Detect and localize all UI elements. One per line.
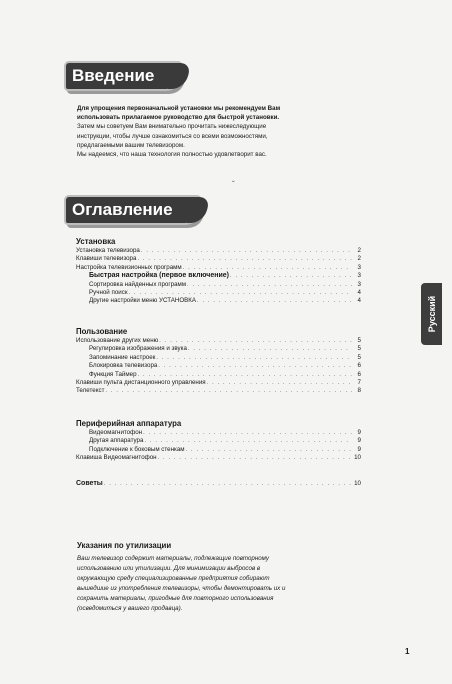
disposal-line: использованию или утилизации. Для минимизации выбросов в [77,565,261,572]
toc-entry-label: Ручной поиск [89,289,128,297]
toc-entry-label: Клавиши телевизора [76,255,137,263]
disposal-notice [77,541,357,614]
toc-entry-label: Установка телевизора [76,247,140,254]
toc-entry[interactable] [76,264,361,272]
toc-leader [197,297,352,305]
toc-entry-page: 4 [357,289,361,297]
intro-title: Введение [66,63,180,89]
toc-entry[interactable] [76,345,361,353]
toc-entry[interactable] [76,387,361,395]
toc-leader [186,446,352,454]
disposal-line: Ваш телевизор содержит материалы, подлежащие повторному [77,555,269,562]
toc-entry-page: 2 [357,255,361,263]
toc-entry-label: Использование других меню [76,337,159,344]
toc-entry-label: Быстрая настройка (первое включение) [89,272,229,280]
disposal-line: вышедшие из употребления телевизоры, чтобы демонтировать их и [77,585,286,592]
page-number: 1 [405,647,410,656]
toc-entry-label: Регулировка изображения и звука [89,345,187,353]
separator-mark: ˇ [232,180,235,189]
toc-leader [188,345,352,353]
toc-entry[interactable] [76,354,361,362]
toc-section-usage [76,326,361,396]
toc-leader [137,255,352,263]
toc-entry-label: Блокировка телевизора [89,362,158,370]
toc-entry-page: 5 [357,345,361,353]
toc-entry-label: Функция Таймер [89,370,137,378]
toc-entry[interactable] [76,255,361,263]
toc-entry-page: 6 [357,370,361,378]
toc-entry-label: Сортировка найденных программ [89,280,187,288]
toc-entry-page: 5 [357,337,361,344]
toc-entry-label: Другая аппаратура [89,437,144,445]
toc-entry-page: 10 [354,480,361,487]
toc-entry-label: Телетекст [76,387,105,395]
toc-entry[interactable] [76,337,361,345]
toc-entry[interactable] [76,454,361,462]
toc-leader [156,354,352,362]
toc-entry-label: Подключение к боковым стенкам [89,445,185,453]
toc-entry[interactable] [76,379,361,387]
toc-section-heading: Пользование [76,327,128,336]
toc-section-installation [76,236,361,306]
toc-tips [76,480,361,488]
toc-leader [183,264,352,272]
language-tab [421,283,442,345]
toc-entry[interactable] [76,429,361,437]
toc-title: Оглавление [66,197,199,223]
toc-leader [230,272,352,280]
toc-entry[interactable] [76,437,361,445]
toc-entry-page: 3 [357,263,361,271]
toc-entry-label: Советы [76,480,103,487]
toc-entry-page: 10 [354,454,361,462]
toc-entry-page: 6 [357,362,361,370]
toc-entry-label: Настройка телевизионных программ [76,263,182,271]
toc-leader [138,371,352,379]
toc-leader [129,289,352,297]
toc-entry-page: 9 [357,437,361,445]
toc-entry-page: 9 [357,429,361,436]
toc-entry[interactable] [76,446,361,454]
disposal-line: сохранить материалы, пригодные для повторного использования [77,595,274,602]
toc-entry-label: Другие настройки меню УСТАНОВКА [89,297,197,305]
toc-section-peripherals [76,418,361,463]
toc-entry-label: Клавиши пульта дистанционного управления [76,379,206,387]
disposal-heading: Указания по утилизации [77,541,172,550]
toc-leader [144,437,352,445]
toc-entry[interactable] [76,480,361,488]
toc-entry[interactable] [76,371,361,379]
toc-entry[interactable] [76,297,361,305]
intro-line: Затем мы советуем Вам внимательно прочитать нижеследующие [77,123,267,131]
intro-line: Для упрощения первоначальной установки мы рекомендуем Вам [77,105,281,112]
intro-line: инструкции, чтобы лучше ознакомиться со всеми возможностями, [77,132,268,140]
toc-leader [141,247,352,255]
toc-entry-label: Клавиша Видеомагнитофон [76,454,157,462]
toc-leader [207,379,352,387]
toc-entry[interactable] [76,247,361,255]
toc-entry-page: 2 [357,247,361,254]
language-tab-label: Русский [426,295,437,333]
toc-leader [158,362,352,370]
toc-leader [105,387,352,395]
toc-leader [104,480,352,488]
intro-line: Мы надеемся, что наша технология полностью удовлетворит вас. [77,151,267,159]
intro-line: использовать прилагаемое руководство для быстрой установки. [77,114,280,122]
toc-leader [159,337,352,345]
disposal-line: (осведомиться у вашего продавца). [77,605,183,612]
toc-leader [143,429,352,437]
toc-entry-page: 3 [357,280,361,288]
toc-entry-page: 9 [357,445,361,453]
disposal-line: окружающую среду специализированные предприятия собирают [77,575,270,582]
toc-entry-page: 8 [357,387,361,395]
toc-entry[interactable] [76,289,361,297]
toc-entry[interactable] [76,281,361,289]
toc-entry-page: 7 [357,379,361,387]
toc-entry-label: Запоминание настроек [89,353,156,361]
intro-text [77,104,367,159]
toc-leader [158,454,352,462]
toc-entry[interactable] [76,362,361,370]
toc-entry-page: 3 [357,272,361,280]
toc-entry-page: 4 [357,297,361,305]
toc-entry-label: Видеомагнитофон [89,429,143,436]
toc-section-heading: Установка [76,237,116,246]
toc-section-heading: Периферийная аппаратура [76,419,182,428]
toc-leader [187,281,352,289]
toc-entry[interactable] [76,272,361,280]
toc-entry-page: 5 [357,353,361,361]
intro-line: предлагаемыми вашим телевизором. [77,141,185,149]
